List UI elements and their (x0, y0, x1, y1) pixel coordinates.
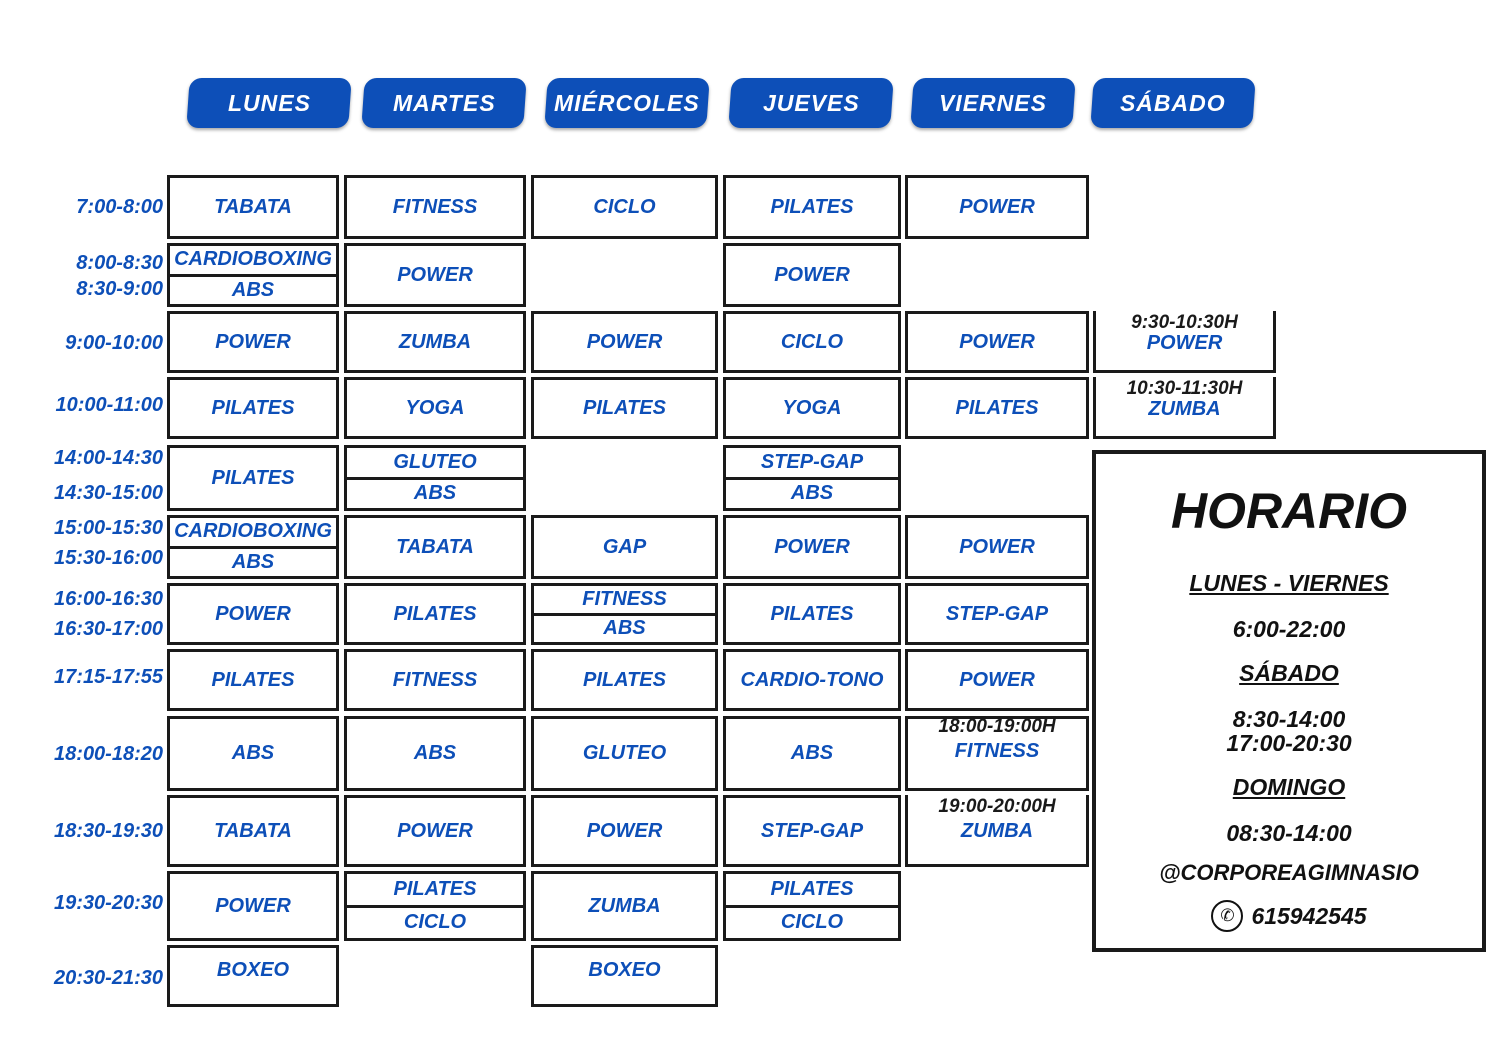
class-cell: PILATES (723, 583, 901, 645)
class-part: CARDIOBOXING (174, 248, 332, 271)
class-cell: POWER (723, 515, 901, 579)
class-part: GLUTEO (393, 450, 477, 473)
day-tab-jueves: JUEVES (728, 78, 893, 128)
day-tab-sabado: SÁBADO (1090, 78, 1255, 128)
saturday-label: SÁBADO (1239, 660, 1339, 686)
time-label: 16:30-17:00 (54, 618, 163, 640)
class-cell: ZUMBA (344, 311, 526, 373)
class-cell (723, 871, 901, 941)
weekdays-label: LUNES - VIERNES (1189, 570, 1389, 596)
class-cell: PILATES (167, 377, 339, 439)
class-part: ABS (170, 274, 336, 305)
time-label: 14:30-15:00 (54, 482, 163, 504)
time-label: 14:00-14:30 (54, 447, 163, 469)
class-cell: PILATES (531, 377, 718, 439)
class-cell: PILATES (723, 175, 901, 239)
class-cell: YOGA (344, 377, 526, 439)
class-cell: BOXEO (531, 945, 718, 1007)
info-title: HORARIO (1170, 483, 1408, 539)
class-cell: TABATA (167, 795, 339, 867)
class-cell: 9:30-10:30H POWER (1093, 311, 1276, 373)
time-label: 18:30-19:30 (54, 820, 163, 842)
class-part: ABS (347, 477, 523, 509)
day-tab-martes: MARTES (361, 78, 526, 128)
instagram-handle: @CORPOREAGIMNASIO (1159, 860, 1419, 885)
time-label: 18:00-18:20 (54, 743, 163, 765)
class-cell: POWER (344, 243, 526, 307)
time-label: 7:00-8:00 (76, 196, 163, 218)
class-cell: TABATA (344, 515, 526, 579)
class-part: STEP-GAP (760, 450, 864, 473)
phone-number: 615942545 (1251, 902, 1367, 929)
class-cell: POWER (167, 583, 339, 645)
class-cell: FITNESS (344, 175, 526, 239)
class-part: ABS (726, 477, 898, 509)
sunday-label: DOMINGO (1232, 774, 1346, 800)
time-label: 9:00-10:00 (65, 332, 163, 354)
class-part: PILATES (393, 877, 477, 900)
time-label: 17:15-17:55 (54, 666, 163, 688)
time-label: 15:30-16:00 (54, 547, 163, 569)
class-part: CICLO (347, 905, 523, 939)
time-label: 15:00-15:30 (54, 517, 163, 539)
class-cell: CICLO (531, 175, 718, 239)
class-cell: POWER (531, 311, 718, 373)
class-cell: TABATA (167, 175, 339, 239)
class-cell: 19:00-20:00H ZUMBA (905, 795, 1089, 867)
class-cell: CARDIO-TONO (723, 649, 901, 711)
class-cell: YOGA (723, 377, 901, 439)
class-cell: STEP-GAP (905, 583, 1089, 645)
class-cell (344, 871, 526, 941)
saturday-hours-2: 17:00-20:30 (1226, 730, 1352, 756)
class-cell: PILATES (344, 583, 526, 645)
class-cell: POWER (723, 243, 901, 307)
class-cell: 10:30-11:30H ZUMBA (1093, 377, 1276, 439)
class-cell: FITNESS (344, 649, 526, 711)
saturday-hours-1: 8:30-14:00 (1232, 706, 1346, 732)
day-tab-lunes: LUNES (186, 78, 351, 128)
time-label: 10:00-11:00 (55, 394, 163, 416)
class-cell: POWER (905, 311, 1089, 373)
day-tab-miercoles: MIÉRCOLES (544, 78, 709, 128)
day-tab-viernes: VIERNES (910, 78, 1075, 128)
class-part: CARDIOBOXING (174, 520, 332, 543)
class-cell: 18:00-19:00H FITNESS (905, 716, 1089, 791)
time-label: 8:30-9:00 (76, 278, 163, 300)
class-cell: POWER (905, 515, 1089, 579)
time-label: 19:30-20:30 (54, 892, 163, 914)
time-label: 16:00-16:30 (54, 588, 163, 610)
class-cell (723, 445, 901, 511)
class-cell (531, 583, 718, 645)
class-cell: GLUTEO (531, 716, 718, 791)
class-cell: POWER (905, 649, 1089, 711)
class-cell: ABS (167, 716, 339, 791)
class-cell (167, 515, 339, 579)
class-cell: GAP (531, 515, 718, 579)
class-cell: PILATES (905, 377, 1089, 439)
phone-icon: ✆ (1211, 900, 1243, 932)
time-label: 20:30-21:30 (54, 967, 163, 989)
class-cell: PILATES (167, 445, 339, 511)
class-cell: PILATES (531, 649, 718, 711)
class-cell: POWER (167, 871, 339, 941)
weekdays-hours: 6:00-22:00 (1232, 616, 1346, 642)
phone-row (1096, 900, 1482, 932)
class-cell: STEP-GAP (723, 795, 901, 867)
class-cell: ABS (344, 716, 526, 791)
class-part: ABS (170, 546, 336, 577)
class-cell: POWER (531, 795, 718, 867)
time-label: 8:00-8:30 (76, 252, 163, 274)
class-cell (167, 243, 339, 307)
class-cell: POWER (905, 175, 1089, 239)
class-part: PILATES (770, 877, 854, 900)
class-cell: PILATES (167, 649, 339, 711)
class-cell: CICLO (723, 311, 901, 373)
class-cell: ABS (723, 716, 901, 791)
class-cell (344, 445, 526, 511)
sunday-hours: 08:30-14:00 (1226, 820, 1352, 846)
class-cell: BOXEO (167, 945, 339, 1007)
class-part: ABS (534, 613, 715, 643)
class-cell: ZUMBA (531, 871, 718, 941)
class-part: CICLO (726, 905, 898, 939)
class-cell: POWER (344, 795, 526, 867)
class-cell: POWER (167, 311, 339, 373)
hours-info-box (1092, 450, 1486, 952)
class-part: FITNESS (582, 587, 667, 610)
